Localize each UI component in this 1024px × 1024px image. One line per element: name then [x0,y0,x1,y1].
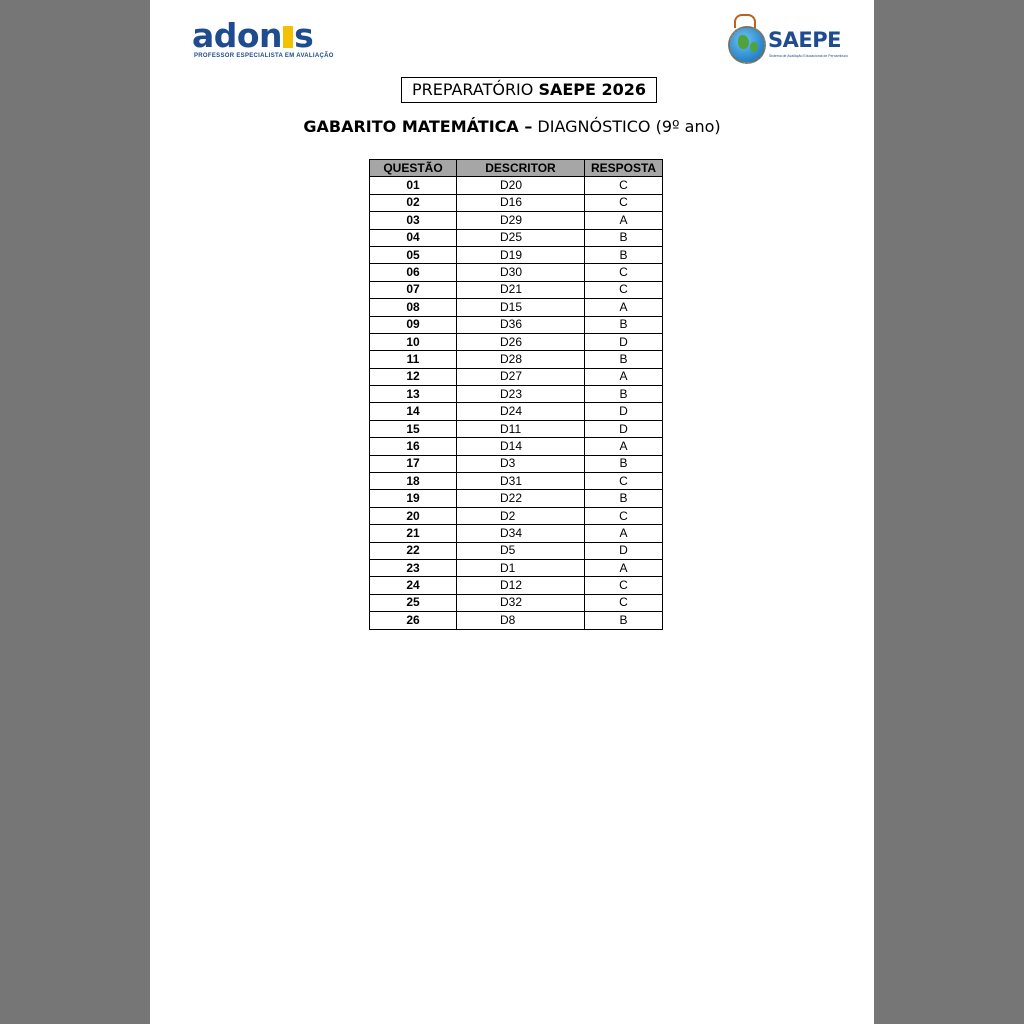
saepe-logo [724,14,849,66]
questao-cell: 23 [370,559,457,576]
table-row [370,212,663,229]
resposta-cell: A [585,299,663,316]
descritor-cell: D36 [457,316,585,333]
table-row [370,403,663,420]
questao-cell: 24 [370,577,457,594]
descritor-cell: D16 [457,194,585,211]
table-row [370,386,663,403]
subtitle-regular: DIAGNÓSTICO (9º ano) [532,117,721,136]
descritor-cell: D2 [457,507,585,524]
questao-cell: 22 [370,542,457,559]
resposta-cell: B [585,490,663,507]
prep-title-bold: SAEPE 2026 [538,80,647,99]
questao-cell: 13 [370,386,457,403]
resposta-cell: D [585,333,663,350]
descritor-cell: D3 [457,455,585,472]
table-row [370,507,663,524]
questao-cell: 17 [370,455,457,472]
resposta-cell: A [585,559,663,576]
questao-cell: 09 [370,316,457,333]
descritor-cell: D34 [457,525,585,542]
descritor-cell: D20 [457,177,585,194]
resposta-cell: D [585,403,663,420]
table-row [370,368,663,385]
descritor-cell: D8 [457,612,585,629]
questao-cell: 12 [370,368,457,385]
questao-cell: 25 [370,594,457,611]
adonis-tagline: PROFESSOR ESPECIALISTA EM AVALIAÇÃO [194,53,334,59]
questao-cell: 21 [370,525,457,542]
questao-cell: 10 [370,333,457,350]
table-header-row [370,160,663,177]
resposta-cell: B [585,351,663,368]
preparatorio-title-box [401,77,657,103]
table-row [370,542,663,559]
questao-cell: 18 [370,473,457,490]
resposta-cell: A [585,525,663,542]
adonis-logo-wordmark: adon s [192,16,314,55]
descritor-cell: D15 [457,299,585,316]
resposta-cell: C [585,264,663,281]
table-row [370,577,663,594]
resposta-cell: C [585,594,663,611]
resposta-cell: A [585,438,663,455]
table-row [370,473,663,490]
document-page [150,0,874,1024]
column-header-questao: QUESTÃO [370,160,457,177]
table-row [370,490,663,507]
descritor-cell: D25 [457,229,585,246]
questao-cell: 08 [370,299,457,316]
descritor-cell: D26 [457,333,585,350]
questao-cell: 15 [370,420,457,437]
saepe-logo-subtitle: Sistema de Avaliação Educacional de Pernambuco [769,54,849,58]
table-row [370,455,663,472]
prep-title-regular: PREPARATÓRIO [411,80,539,99]
resposta-cell: A [585,368,663,385]
table-row [370,438,663,455]
questao-cell: 05 [370,246,457,263]
resposta-cell: C [585,577,663,594]
table-row [370,612,663,629]
questao-cell: 06 [370,264,457,281]
descritor-cell: D19 [457,246,585,263]
descritor-cell: D14 [457,438,585,455]
resposta-cell: C [585,507,663,524]
resposta-cell: D [585,542,663,559]
subtitle-bold: GABARITO MATEMÁTICA – [303,117,533,136]
table-row [370,246,663,263]
resposta-cell: B [585,229,663,246]
resposta-cell: B [585,612,663,629]
table-row [370,333,663,350]
questao-cell: 03 [370,212,457,229]
table-row [370,420,663,437]
questao-cell: 26 [370,612,457,629]
resposta-cell: C [585,281,663,298]
questao-cell: 20 [370,507,457,524]
descritor-cell: D22 [457,490,585,507]
questao-cell: 04 [370,229,457,246]
descritor-cell: D5 [457,542,585,559]
descritor-cell: D29 [457,212,585,229]
questao-cell: 16 [370,438,457,455]
resposta-cell: C [585,194,663,211]
gabarito-subtitle [150,117,874,136]
table-row [370,351,663,368]
descritor-cell: D23 [457,386,585,403]
adonis-logo-i-glyph [283,26,293,48]
globe-icon [728,26,766,64]
resposta-cell: B [585,455,663,472]
questao-cell: 07 [370,281,457,298]
questao-cell: 14 [370,403,457,420]
descritor-cell: D27 [457,368,585,385]
table-row [370,264,663,281]
table-row [370,229,663,246]
questao-cell: 11 [370,351,457,368]
descritor-cell: D31 [457,473,585,490]
answer-key-table [369,159,663,630]
table-row [370,299,663,316]
table-row [370,194,663,211]
descritor-cell: D30 [457,264,585,281]
column-header-descritor: DESCRITOR [457,160,585,177]
descritor-cell: D11 [457,420,585,437]
descritor-cell: D32 [457,594,585,611]
resposta-cell: D [585,420,663,437]
table-body [370,177,663,629]
descritor-cell: D24 [457,403,585,420]
resposta-cell: C [585,473,663,490]
resposta-cell: B [585,316,663,333]
column-header-resposta: RESPOSTA [585,160,663,177]
adonis-logo [192,18,332,64]
resposta-cell: B [585,246,663,263]
table-row [370,316,663,333]
resposta-cell: A [585,212,663,229]
resposta-cell: C [585,177,663,194]
table-row [370,525,663,542]
table-row [370,594,663,611]
questao-cell: 02 [370,194,457,211]
descritor-cell: D21 [457,281,585,298]
table-row [370,559,663,576]
descritor-cell: D12 [457,577,585,594]
saepe-logo-text: SAEPE [768,28,841,52]
questao-cell: 01 [370,177,457,194]
resposta-cell: B [585,386,663,403]
descritor-cell: D28 [457,351,585,368]
table-row [370,177,663,194]
table-row [370,281,663,298]
questao-cell: 19 [370,490,457,507]
descritor-cell: D1 [457,559,585,576]
